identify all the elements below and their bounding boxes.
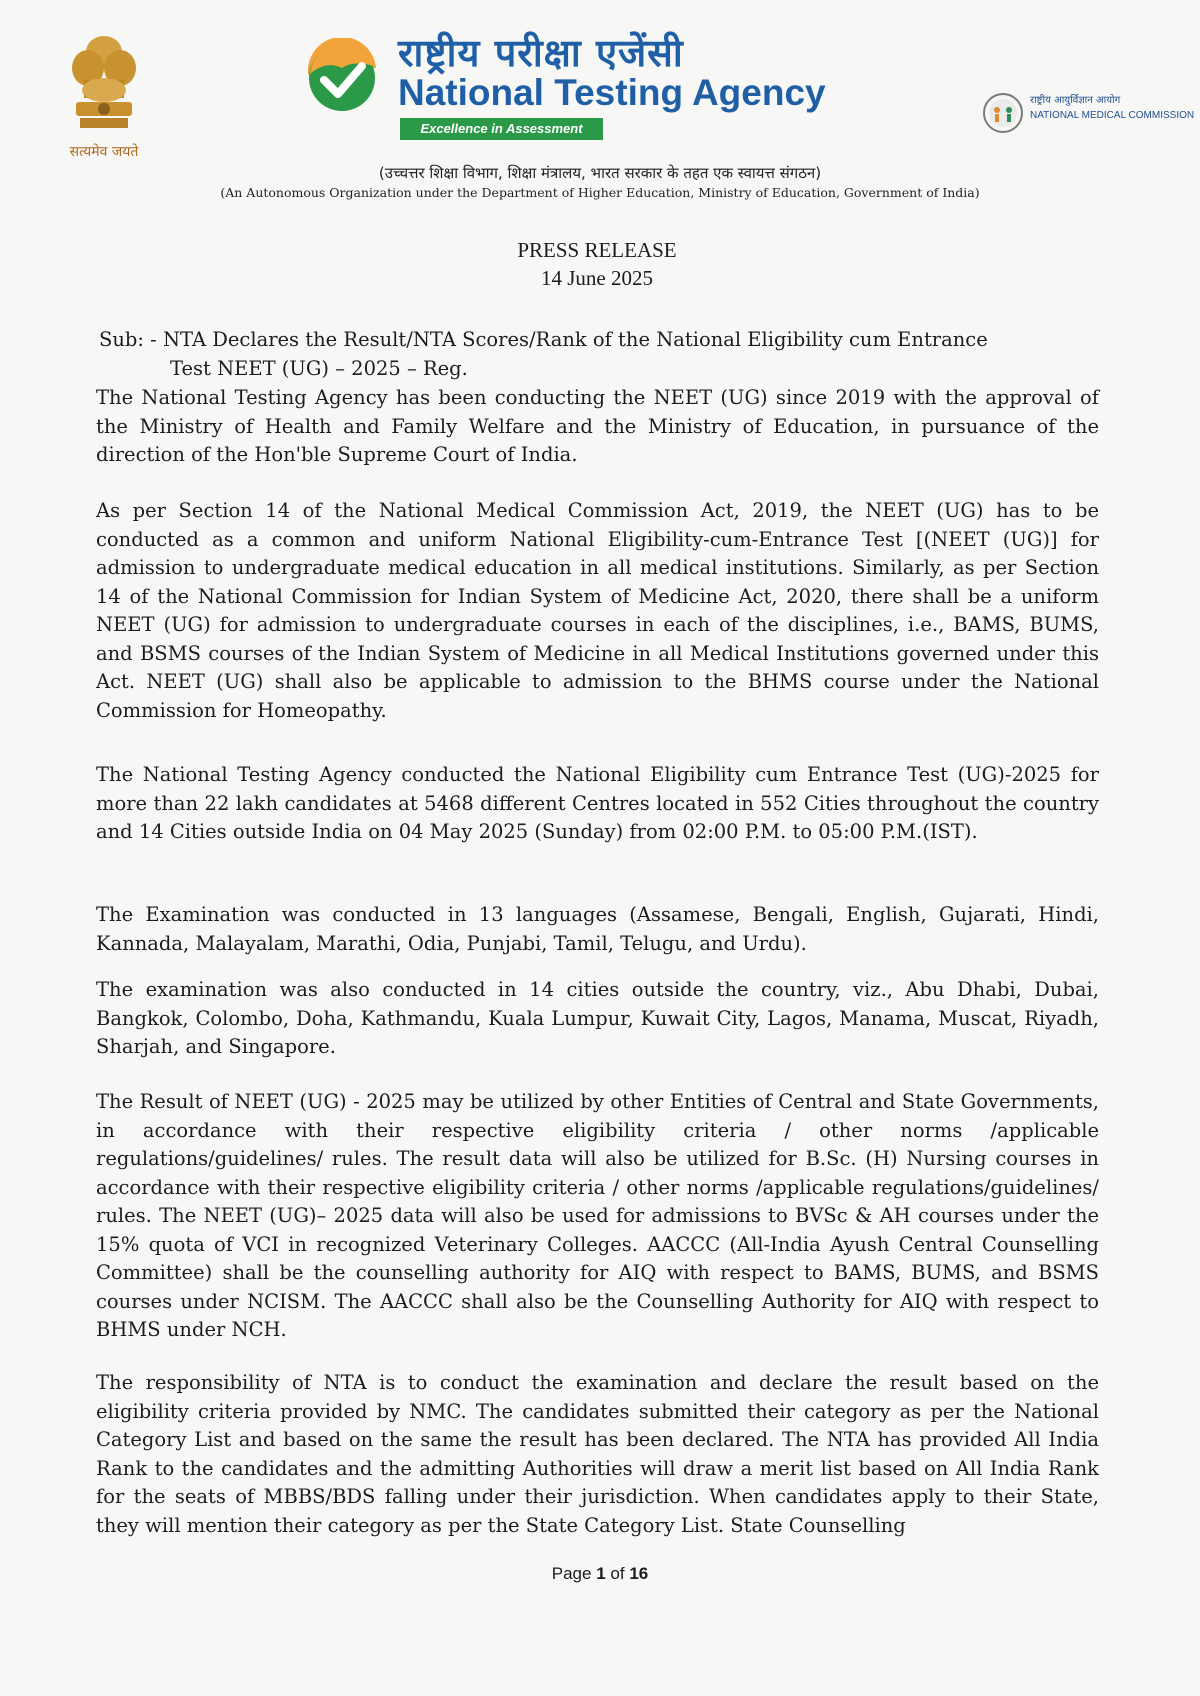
nmc-logo-icon: [982, 86, 1024, 140]
page-total: 16: [629, 1564, 649, 1583]
page-current: 1: [596, 1564, 606, 1583]
paragraph-2: As per Section 14 of the National Medical Commission Act, 2019, the NEET (UG) has to be conducted as a common and uniform National Eligibility-cum-Entrance Test [(NEET (UG)] for admission to undergraduate medical education in all medical institutions. Similarly, as per Section 14 of the National Commission for Indian System of Medicine Act, 2020, there shall be a uniform NEET (UG) for admission to undergraduate courses in each of the disciplines, i.e., BAMS, BUMS, and BSMS courses of the Indian System of Medicine in all Medical Institutions governed under this Act. NEET (UG) shall also be applicable to admission to the BHMS course under the National Commission for Homeopathy.: [96, 499, 1099, 722]
subject-line-2: Test NEET (UG) – 2025 – Reg.: [170, 357, 468, 380]
nmc-english-name: NATIONAL MEDICAL COMMISSION: [1030, 110, 1195, 121]
nta-tagline: Excellence in Assessment: [400, 118, 603, 140]
page-number: [0, 1564, 1200, 1584]
subject-line: [99, 325, 1099, 383]
paragraph-4: The Examination was conducted in 13 languages (Assamese, Bengali, English, Gujarati, Hindi, Kannada, Malayalam, Marathi, Odia, Punjabi, Tamil, Telugu, and Urdu).: [96, 903, 1099, 955]
page-prefix: Page: [551, 1564, 592, 1583]
state-emblem: [50, 30, 158, 160]
page-sep: of: [610, 1564, 625, 1583]
subject-line-1: Sub: - NTA Declares the Result/NTA Scores/Rank of the National Eligibility cum Entrance: [99, 328, 988, 351]
organization-note-english: (An Autonomous Organization under the Department of Higher Education, Ministry of Education, Government of India): [220, 185, 980, 200]
paragraph-5: The examination was also conducted in 14 cities outside the country, viz., Abu Dhabi, Dubai, Bangkok, Colombo, Doha, Kathmandu, Kuala Lumpur, Kuwait City, Lagos, Manama, Muscat, Riyadh, Sharjah, and Singapore.: [96, 978, 1099, 1058]
paragraph-1: The National Testing Agency has been conducting the NEET (UG) since 2019 with the approval of the Ministry of Health and Family Welfare and the Ministry of Education, in pursuance of the direction of the Hon'ble Supreme Court of India.: [96, 386, 1099, 466]
nmc-hindi-name: राष्ट्रीय आयुर्विज्ञान आयोग: [1030, 95, 1121, 106]
nta-check-logo-icon: [304, 38, 380, 114]
lion-capital-icon: [50, 30, 158, 142]
press-release-date: 14 June 2025: [541, 266, 653, 290]
press-release-title: PRESS RELEASE: [517, 238, 677, 262]
nta-hindi-name: राष्ट्रीय परीक्षा एजेंसी: [398, 31, 684, 75]
emblem-caption: सत्यमेव जयते: [69, 144, 139, 160]
paragraph-3: The National Testing Agency conducted the National Eligibility cum Entrance Test (UG)-2025 for more than 22 lakh candidates at 5468 different Centres located in 552 Cities throughout the country and 14 Cities outside India on 04 May 2025 (Sunday) from 02:00 P.M. to 05:00 P.M.(IST).: [96, 763, 1099, 843]
paragraph-7: The responsibility of NTA is to conduct the examination and declare the result based on the eligibility criteria provided by NMC. The candidates submitted their category as per the National Category List and based on the same the result has been declared. The NTA has provided All India Rank to the candidates and the admitting Authorities will draw a merit list based on All India Rank for the seats of MBBS/BDS falling under their jurisdiction. When candidates apply to their State, they will mention their category as per the State Category List. State Counselling: [96, 1371, 1099, 1537]
paragraph-6: The Result of NEET (UG) - 2025 may be utilized by other Entities of Central and State Governments, in accordance with their respective eligibility criteria / other norms /applicable regulations/guidelines/ rules. The result data will also be utilized for B.Sc. (H) Nursing courses in accordance with their respective eligibility criteria / other norms /applicable regulations/guidelines/ rules. The NEET (UG)– 2025 data will also be used for admissions to BVSc & AH courses under the 15% quota of VCI in recognized Veterinary Colleges. AACCC (All-India Ayush Central Counselling Committee) shall be the counselling authority for AIQ with respect to BAMS, BUMS, and BSMS courses under NCISM. The AACCC shall also be the Counselling Authority for AIQ with respect to BHMS under NCH.: [96, 1090, 1099, 1341]
organization-note-hindi: (उच्चत्तर शिक्षा विभाग, शिक्षा मंत्रालय, भारत सरकार के तहत एक स्वायत्त संगठन): [378, 164, 822, 182]
nta-english-name: National Testing Agency: [398, 72, 826, 113]
